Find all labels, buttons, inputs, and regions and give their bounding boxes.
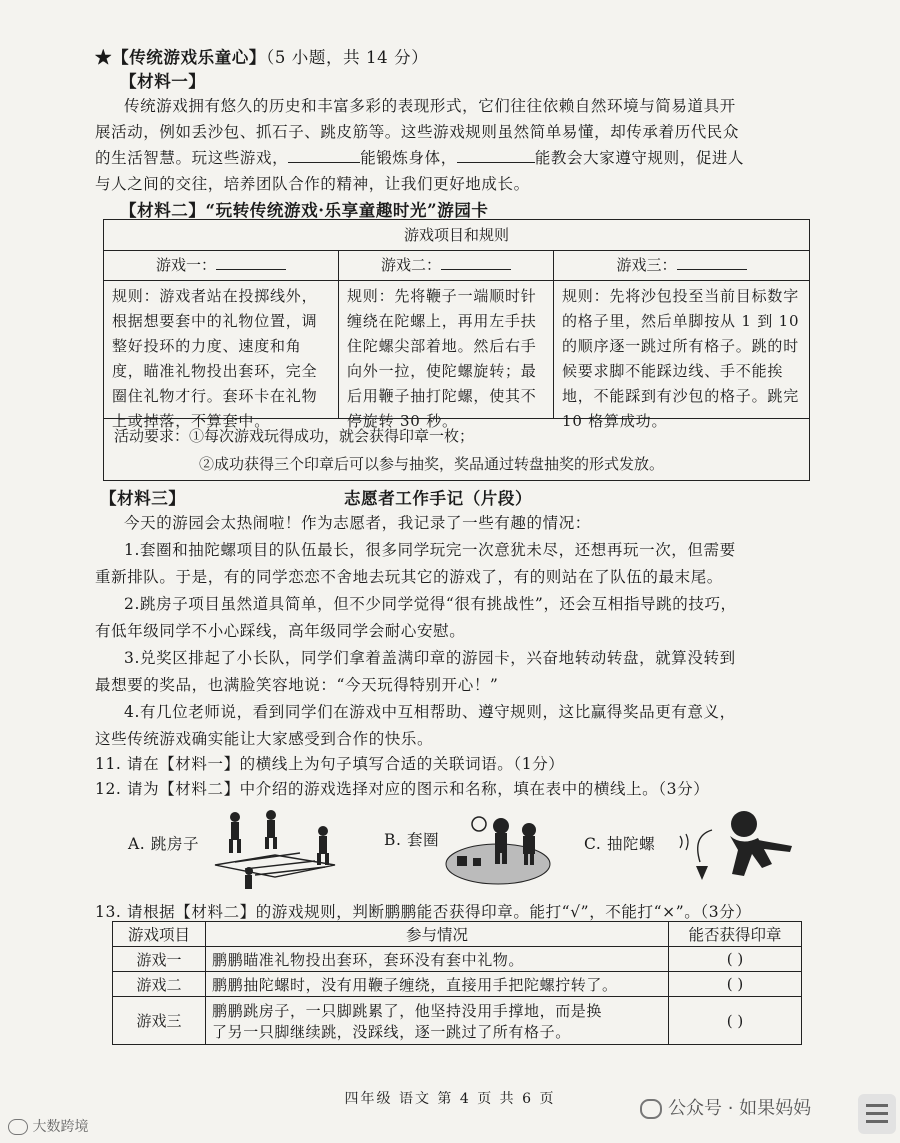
blank-line[interactable] [288,148,360,163]
game-name: 游戏三： [616,256,677,274]
option-b-label: B. 套圈 [384,831,440,849]
blank-line[interactable] [457,148,535,163]
wechat-icon [640,1099,662,1119]
game-header [339,250,553,281]
text-segment: 能教会大家遵守规则，促进人 [534,149,745,167]
question-11: 11. 请在【材料一】的横线上为句子填写合适的关联词语。（1分） [95,755,565,773]
paragraph: 3.兑奖区排起了小长队，同学们拿着盖满印章的游园卡，兴奋地转动转盘，就算没转到 [124,649,736,667]
desc-cell: 鹏鹏抽陀螺时，没有用鞭子缠绕，直接用手把陀螺拧转了。 [206,972,669,997]
req-text: ①每次游戏玩得成功，就会获得印章一枚； [189,427,475,445]
section-header [95,44,428,68]
section-meta: （5 小题，共 14 分） [266,48,429,67]
activity-requirements [104,418,809,481]
blank-line[interactable] [677,255,747,270]
game-cell: 游戏三 [113,997,206,1045]
game-rule: 规则：先将沙包投至当前目标数字的格子里，然后单脚按从 1 到 10 的顺序逐一跳过所有格子。跳的时候要求脚不能踩边线、手不能挨地，不能踩到有沙包的格子。跳完 10 格算成功。 [562,287,800,430]
paragraph: 这些传统游戏确实能让大家感受到合作的快乐。 [95,730,434,748]
ring-toss-picture [443,812,553,887]
answer-cell[interactable]: ( ) [669,947,802,972]
stamp-judgement-table [112,921,802,1045]
blank-line[interactable] [216,255,286,270]
question-13: 13. 请根据【材料二】的游戏规则，判断鹏鹏能否获得印章。能打“√”，不能打“×”。（3分） [95,903,752,921]
game-header [104,250,338,281]
paragraph: 有低年级同学不小心踩线，高年级同学会耐心安慰。 [95,622,466,640]
material3-label: 【材料三】 [100,489,186,508]
game-card-table [103,219,810,481]
desc-line: 了另一只脚继续跳，没踩线，逐一跳过了所有格子。 [212,1022,571,1041]
material1-line: 与人之间的交往，培养团队合作的精神，让我们更好地成长。 [95,175,530,193]
text-segment: 的生活智慧。玩这些游戏， [95,149,289,167]
watermark-text: 大数跨境 [32,1119,89,1135]
watermark-right [640,1094,811,1120]
question-12: 12. 请为【材料二】中介绍的游戏选择对应的图示和名称，填在表中的横线上。（3分） [95,780,710,798]
game-name: 游戏二： [380,256,441,274]
blank-line[interactable] [441,255,511,270]
game-cell: 游戏二 [113,972,206,997]
watermark-left [8,1116,88,1136]
paragraph: 今天的游园会太热闹啦！作为志愿者，我记录了一些有趣的情况： [124,514,591,532]
paragraph: 重新排队。于是，有的同学恋恋不舍地去玩其它的游戏了，有的则站在了队伍的最末尾。 [95,568,723,586]
column-header: 游戏项目 [113,922,206,947]
material1-line: 展活动，例如丢沙包、抓石子、跳皮筋等。这些游戏规则虽然简单易懂，却传承着历代民众 [95,123,740,141]
desc-line: 鹏鹏跳房子，一只脚跳累了，他坚持没用手撑地，而是换 [212,1001,603,1020]
star-icon: ★ [95,48,113,67]
watermark-text: 公众号 · 如果妈妈 [668,1098,812,1119]
game-rule: 规则：游戏者站在投掷线外，根据想要套中的礼物位置，调整好投环的力度、速度和角度，瞄准礼物投出套环，完全圈住礼物才行。套环卡在礼物上或掉落，不算套中。 [112,287,318,430]
material3-title: 志愿者工作手记（片段） [344,489,533,508]
table-row [113,972,802,997]
table-row [113,947,802,972]
watermark-logo-icon [8,1119,28,1135]
material1-line [95,146,744,168]
top-spinning-picture [672,806,812,890]
table-header-row [113,922,802,947]
option-c-label: C. 抽陀螺 [584,835,656,853]
requirement-line [114,425,474,446]
section-title: 【传统游戏乐童心】 [112,48,267,67]
material1-line: 传统游戏拥有悠久的历史和丰富多彩的表现形式，它们往往依赖自然环境与简易道具开 [124,97,736,115]
paragraph: 2.跳房子项目虽然道具简单，但不少同学觉得“很有挑战性”，还会互相指导跳的技巧， [124,595,737,613]
desc-cell: 鹏鹏瞄准礼物投出套环，套环没有套中礼物。 [206,947,669,972]
answer-cell[interactable]: ( ) [669,972,802,997]
paragraph: 4.有几位老师说，看到同学们在游戏中互相帮助、遵守规则，这比赢得奖品更有意义， [124,703,736,721]
game-header [554,250,809,281]
paragraph: 最想要的奖品，也满脸笑容地说：“今天玩得特别开心！” [95,676,499,694]
table-title: 游戏项目和规则 [104,220,809,251]
table-row [113,997,802,1045]
req-label: 活动要求： [114,427,190,445]
column-header: 参与情况 [206,922,669,947]
menu-icon[interactable] [858,1094,896,1134]
requirement-line: ②成功获得三个印章后可以参与抽奖，奖品通过转盘抽奖的形式发放。 [199,455,665,473]
text-segment: 能锻炼身体， [360,149,457,167]
game-cell: 游戏一 [113,947,206,972]
material2-label: 【材料二】“玩转传统游戏·乐享童趣时光”游园卡 [120,201,489,220]
page-footer: 四年级 语文 第 4 页 共 6 页 [344,1091,556,1107]
hopscotch-picture [205,805,345,893]
answer-cell[interactable]: ( ) [669,997,802,1045]
game-name: 游戏一： [155,256,216,274]
material1-label: 【材料一】 [120,72,206,91]
paragraph: 1.套圈和抽陀螺项目的队伍最长，很多同学玩完一次意犹未尽，还想再玩一次，但需要 [124,541,736,559]
column-header: 能否获得印章 [669,922,802,947]
game-rule: 规则：先将鞭子一端顺时针缠绕在陀螺上，再用左手扶住陀螺尖部着地。然后右手向外一拉，使陀螺旋转；最后用鞭子抽打陀螺，使其不停旋转 30 秒。 [347,287,537,430]
option-a-label: A. 跳房子 [128,835,200,853]
desc-cell [206,997,669,1045]
